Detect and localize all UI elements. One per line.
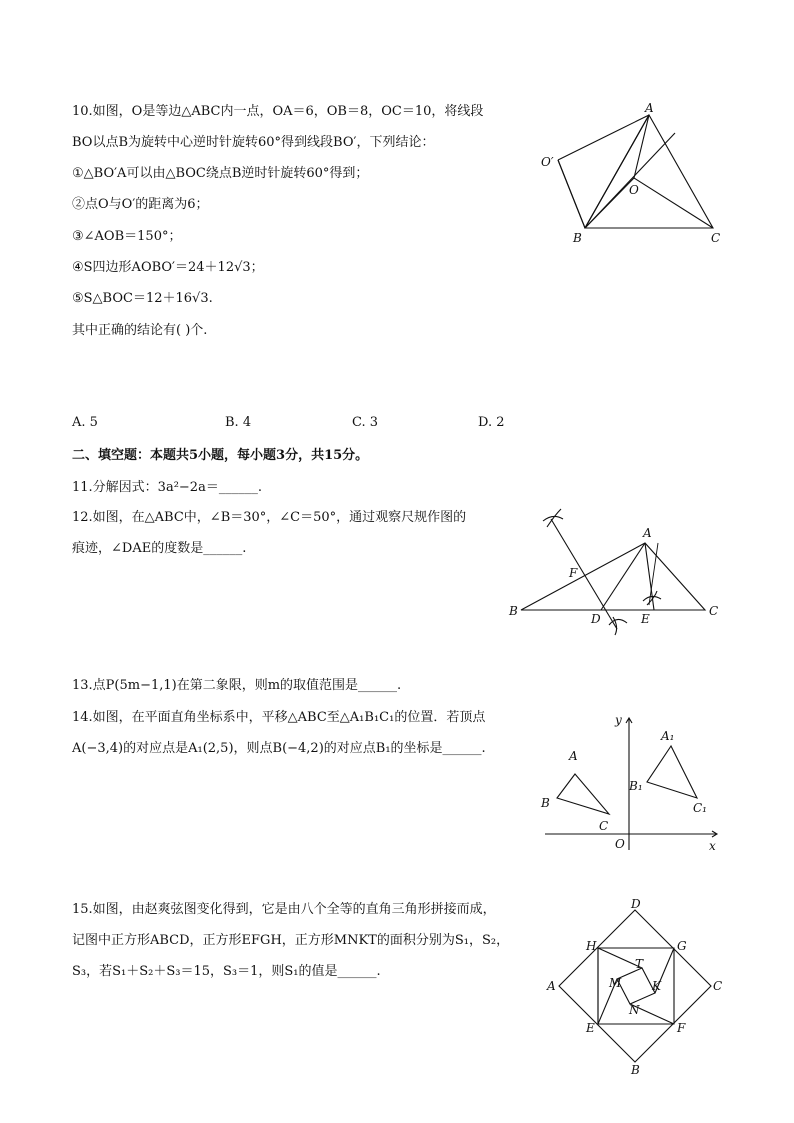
q12-line-2: 痕迹，∠DAE的度数是______. bbox=[72, 541, 247, 556]
label-a: A bbox=[547, 979, 556, 993]
label-b1: B₁ bbox=[629, 779, 643, 793]
q10-line-8: 其中正确的结论有( )个. bbox=[72, 323, 208, 338]
section-2-heading: 二、填空题：本题共5小题，每小题3分，共15分。 bbox=[72, 448, 369, 463]
label-t: T bbox=[635, 957, 644, 971]
label-o-prime: O′ bbox=[541, 155, 554, 169]
label-c1: C₁ bbox=[693, 801, 707, 815]
q15-line-2: 记图中正方形ABCD，正方形EFGH，正方形MNKT的面积分别为S₁，S₂， bbox=[72, 933, 510, 948]
segment-bo2 bbox=[558, 160, 585, 228]
bisector-line bbox=[551, 519, 617, 629]
label-c: C bbox=[713, 979, 723, 993]
q10-line-7: ⑤S△BOC＝12＋16√3. bbox=[72, 291, 213, 306]
question-11: 11.分解因式：3a²−2a＝______. bbox=[72, 480, 262, 495]
label-n: N bbox=[629, 1003, 640, 1017]
square-abcd bbox=[559, 910, 711, 1062]
triangle-abc bbox=[585, 115, 713, 228]
q15-line-1: 15.如图，由赵爽弦图变化得到，它是由八个全等的直角三角形拼接而成， bbox=[72, 902, 496, 917]
q15-figure bbox=[545, 898, 725, 1078]
option-c[interactable]: C. 3 bbox=[352, 415, 379, 430]
q12-line-1: 12.如图，在△ABC中，∠B＝30°，∠C＝50°，通过观察尺规作图的 bbox=[72, 510, 467, 525]
label-b: B bbox=[573, 231, 582, 245]
triangle-a1b1c1 bbox=[647, 746, 697, 798]
label-a: A bbox=[569, 749, 578, 763]
q14-figure bbox=[535, 710, 725, 855]
segment-ba bbox=[585, 115, 649, 228]
label-b: B bbox=[541, 796, 550, 810]
label-e: E bbox=[641, 612, 650, 626]
q10-line-1: 10.如图，O是等边△ABC内一点，OA＝6，OB＝8，OC＝10，将线段 bbox=[72, 104, 484, 119]
label-a: A bbox=[643, 526, 652, 540]
label-g: G bbox=[677, 939, 687, 953]
segment-co bbox=[634, 178, 713, 228]
label-a1: A₁ bbox=[661, 729, 675, 743]
label-a: A bbox=[645, 101, 654, 115]
label-c: C bbox=[711, 231, 721, 245]
q10-line-3: ①△BO′A可以由△BOC绕点B逆时针旋转60°得到； bbox=[72, 166, 369, 181]
q14-line-2: A(−3,4)的对应点是A₁(2,5)，则点B(−4,2)的对应点B₁的坐标是______. bbox=[72, 741, 486, 756]
label-b: B bbox=[509, 604, 518, 618]
q10-line-4: ②点O与O′的距离为6； bbox=[72, 197, 209, 212]
segment-ad bbox=[601, 543, 645, 610]
triangle-abc bbox=[521, 543, 705, 610]
q14-line-1: 14.如图，在平面直角坐标系中，平移△ABC至△A₁B₁C₁的位置．若顶点 bbox=[72, 710, 486, 725]
label-o: O bbox=[615, 837, 625, 851]
label-x: x bbox=[709, 839, 716, 853]
q10-figure bbox=[535, 100, 730, 250]
label-m: M bbox=[609, 976, 622, 990]
option-d[interactable]: D. 2 bbox=[478, 415, 505, 430]
label-b: B bbox=[631, 1063, 640, 1077]
segment-ao-prime bbox=[558, 115, 649, 160]
q10-line-6: ④S四边形AOBO′＝24＋12√3； bbox=[72, 260, 264, 275]
label-d: D bbox=[591, 612, 601, 626]
label-c: C bbox=[709, 604, 719, 618]
label-d: D bbox=[631, 898, 641, 911]
label-h: H bbox=[586, 939, 597, 953]
question-13: 13.点P(5m−1,1)在第二象限，则m的取值范围是______. bbox=[72, 678, 402, 693]
segment-b-inner bbox=[585, 133, 675, 228]
label-y: y bbox=[615, 713, 622, 727]
q12-figure bbox=[505, 505, 730, 640]
q10-line-2: BO以点B为旋转中心逆时针旋转60°得到线段BO′，下列结论： bbox=[72, 135, 435, 150]
q15-line-3: S₃，若S₁＋S₂＋S₃＝15，S₃＝1，则S₁的值是______. bbox=[72, 964, 381, 979]
label-f: F bbox=[677, 1021, 686, 1035]
label-k: K bbox=[652, 979, 661, 993]
q10-line-5: ③∠AOB＝150°； bbox=[72, 229, 182, 244]
label-c: C bbox=[599, 819, 609, 833]
label-f: F bbox=[569, 566, 578, 580]
option-b[interactable]: B. 4 bbox=[225, 415, 252, 430]
label-o: O bbox=[629, 183, 639, 197]
option-a[interactable]: A. 5 bbox=[72, 415, 98, 430]
triangle-abc bbox=[557, 774, 609, 814]
square-mnkt bbox=[617, 968, 655, 1004]
label-e: E bbox=[586, 1021, 595, 1035]
